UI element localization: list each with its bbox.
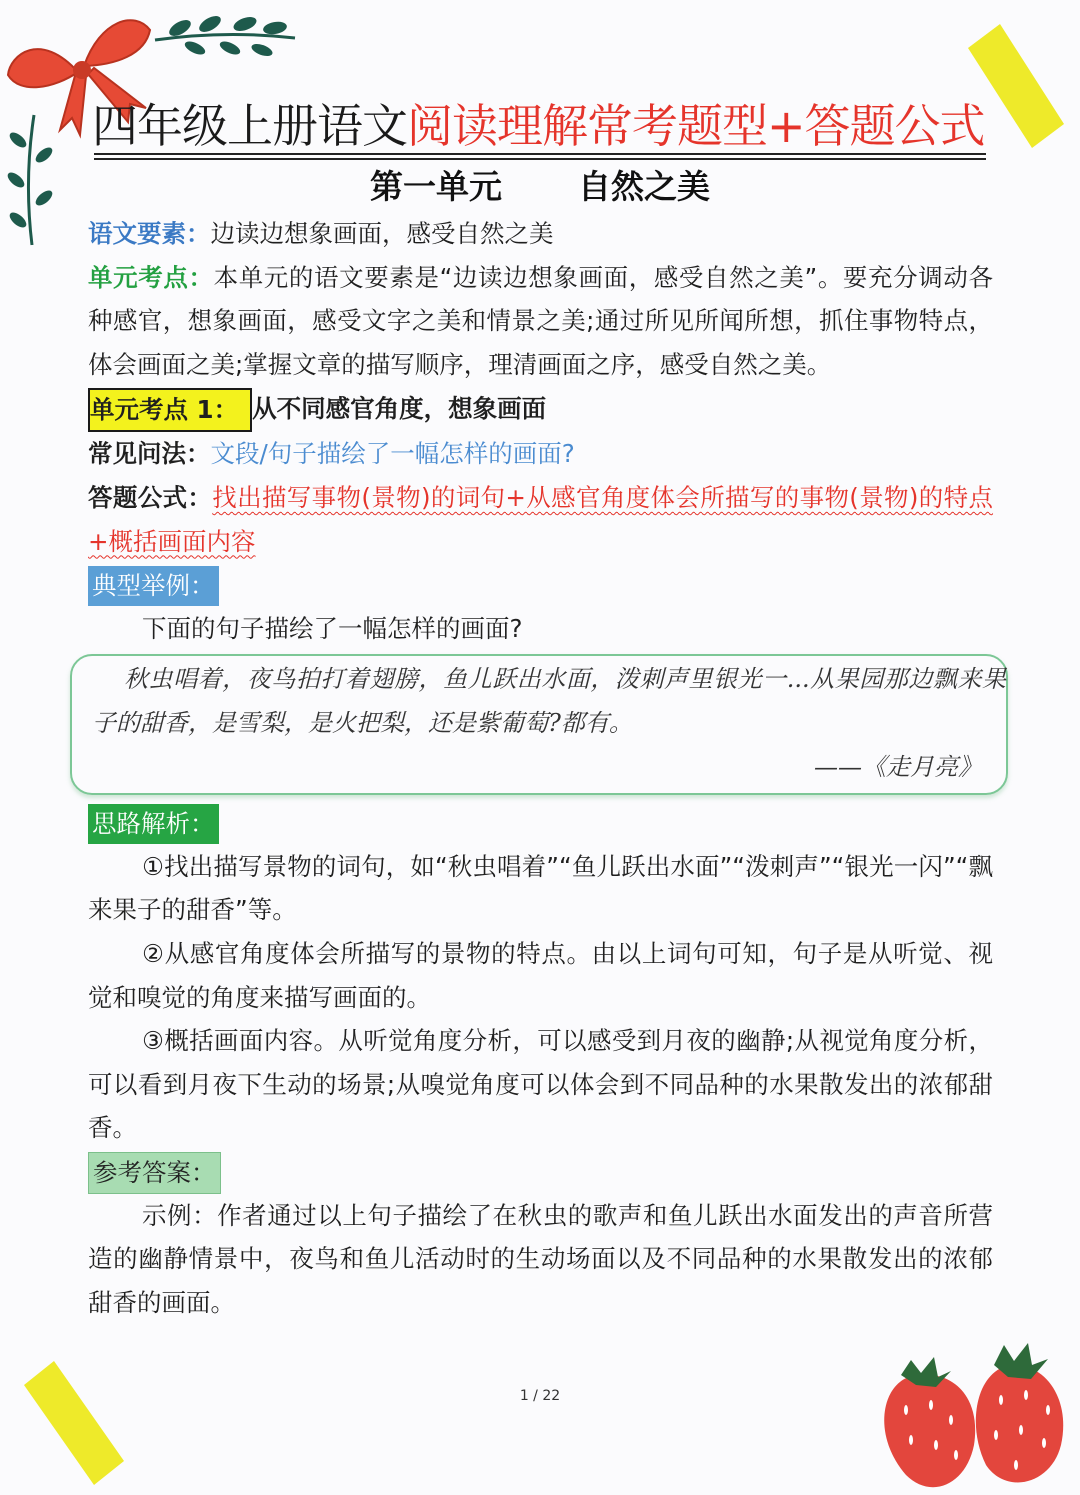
formula-row	[88, 476, 993, 563]
unit-name: 自然之美	[578, 167, 710, 206]
page-number: 1 / 22	[519, 1388, 561, 1404]
unit-number: 第一单元	[370, 167, 502, 206]
quote-box	[70, 654, 1008, 795]
point1-row	[88, 387, 993, 432]
analysis-tag-row	[88, 801, 993, 845]
quote-source: ——《走月亮》	[814, 752, 982, 781]
analysis-step: ②从感官角度体会所描写的景物的特点。由以上词句可知，句子是从听觉、视觉和嗅觉的角度来描写画面的。	[88, 938, 993, 1012]
elements-row	[88, 212, 993, 256]
leaf-branch-icon	[150, 10, 300, 60]
key-points-row	[88, 256, 993, 387]
title-black: 四年级上册语文	[92, 99, 407, 153]
example-tag-row	[88, 563, 993, 607]
key-points-label: 单元考点：	[88, 262, 214, 292]
answer-tag: 参考答案：	[88, 1152, 221, 1194]
point1-text: 从不同感官角度，想象画面	[252, 394, 547, 424]
strawberry-icon	[876, 1325, 1076, 1495]
title-red: 阅读理解常考题型+答题公式	[407, 99, 985, 153]
quote-text: 秋虫唱着，夜鸟拍打着翅膀，鱼儿跃出水面，泼刺声里银光一...从果园那边飘来果子的甜香，是雪梨，是火把梨，还是紫葡萄?都有。	[92, 665, 1006, 737]
analysis-step: ③概括画面内容。从听觉角度分析，可以感受到月夜的幽静;从视觉角度分析，可以看到月夜下生动的场景;从嗅觉角度可以体会到不同品种的水果散发出的浓郁甜香。	[88, 1026, 993, 1143]
title-underline-2	[94, 158, 986, 160]
tape-bottom-left-icon	[20, 1355, 130, 1490]
key-points-text: 本单元的语文要素是“边读边想象画面，感受自然之美”。要充分调动各种感官，想象画面，感受文字之美和情景之美;通过所见所闻所想，抓住事物特点，体会画面之美;掌握文章的描写顺序，理清画面之序，感受自然之美。	[88, 262, 993, 379]
formula-label: 答题公式：	[88, 482, 213, 512]
common-question-label: 常见问法：	[88, 439, 211, 469]
page-title	[92, 96, 987, 158]
example-question: 下面的句子描绘了一幅怎样的画面?	[142, 613, 523, 643]
unit-heading	[0, 165, 1080, 209]
elements-text: 边读边想象画面，感受自然之美	[210, 219, 554, 248]
example-tag: 典型举例：	[88, 566, 219, 606]
title-underline	[94, 153, 986, 155]
analysis-tag: 思路解析：	[88, 804, 219, 844]
answer-text: 示例：作者通过以上句子描绘了在秋虫的歌声和鱼儿跃出水面发出的声音所营造的幽静情景中，夜鸟和鱼儿活动时的生动场面以及不同品种的水果散发出的浓郁甜香的画面。	[88, 1200, 993, 1318]
formula-text: 找出描写事物(景物)的词句+从感官角度体会所描写的事物(景物)的特点+概括画面内容	[88, 482, 994, 556]
elements-label: 语文要素：	[88, 219, 211, 248]
common-question-row	[88, 432, 993, 476]
point1-tag: 单元考点 1：	[88, 388, 252, 432]
common-question-text: 文段/句子描绘了一幅怎样的画面?	[210, 439, 575, 469]
content	[88, 212, 1006, 1325]
analysis-step: ①找出描写景物的词句，如“秋虫唱着”“鱼儿跃出水面”“泼刺声”“银光一闪”“飘来果子的甜香”等。	[88, 851, 993, 925]
answer-tag-row	[88, 1150, 993, 1194]
